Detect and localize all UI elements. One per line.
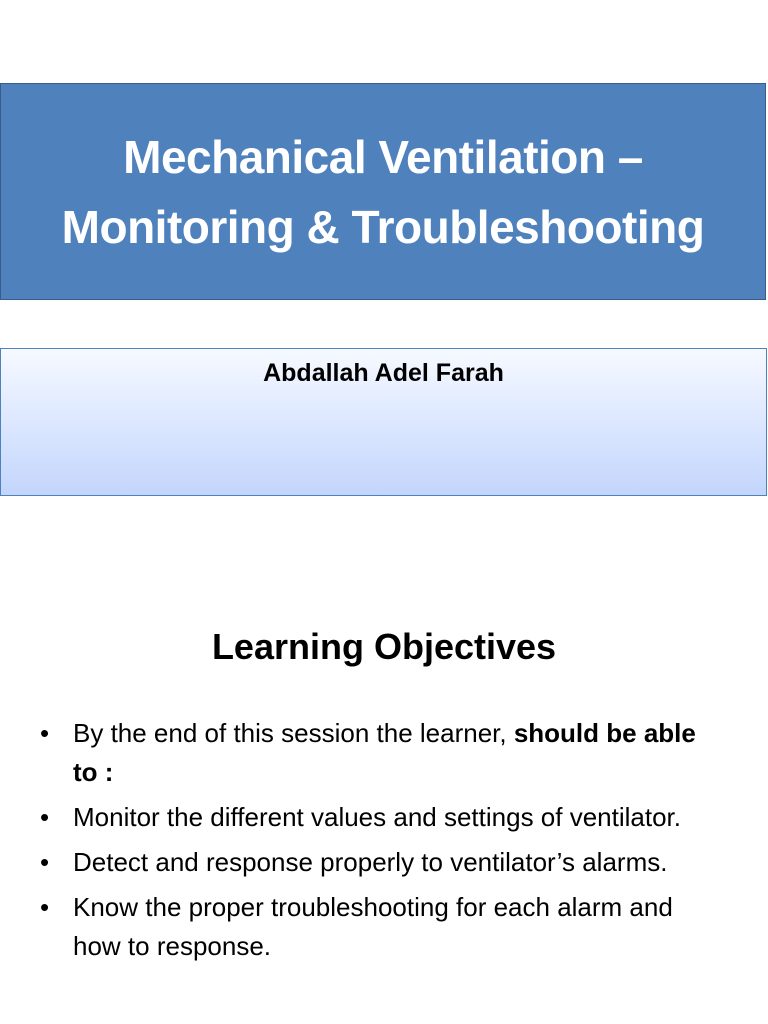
section-heading: Learning Objectives [211,626,557,667]
bullet-icon: • [40,802,50,832]
objective-text: Detect and response properly to ventilator’s alarms. [73,847,668,877]
objectives-list [0,714,768,972]
bullet-icon: • [40,847,50,877]
objective-bold-text: should be able to : [73,718,696,787]
objective-text: Monitor the different values and settings of ventilator. [73,802,681,832]
author-panel [0,348,767,496]
bullet-icon: • [40,892,50,922]
bullet-icon: • [40,718,50,748]
objective-text: By the end of this session the learner, [73,718,514,748]
objective-item [0,888,768,966]
objective-item [0,843,768,882]
author-name: Abdallah Adel Farah [263,359,504,387]
objective-text: Know the proper troubleshooting for each alarm and how to response. [73,892,673,961]
objective-item [0,714,768,792]
objective-item [0,798,768,837]
title-line-1: Mechanical Ventilation – [123,130,643,183]
title-banner [0,83,766,300]
title-line-2: Monitoring & Troubleshooting [61,200,705,253]
